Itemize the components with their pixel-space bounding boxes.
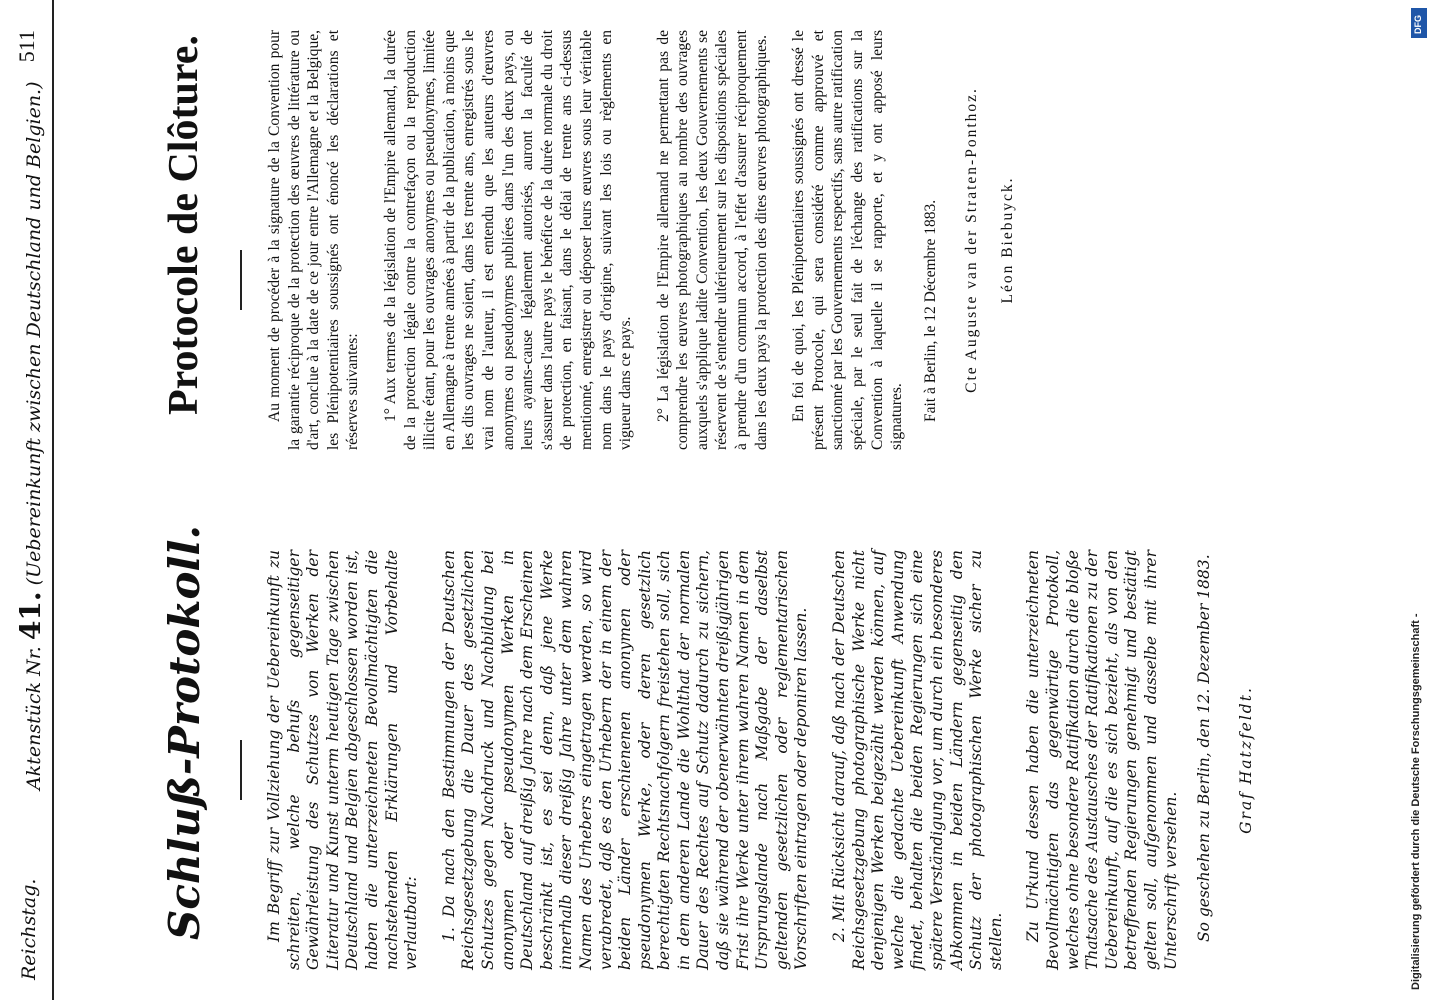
french-paragraph-intro: Au moment de procéder à la signature de la Convention pour la garantie réciproque de la protection des œuvres de littérature ou d'art, conclue à la date de ce jour entre l'Allemagne et la Belgique, les Plénipotentiaires soussignés ont énoncé les déclarations et réserves suivantes: — [266, 30, 362, 450]
german-place-date: So geschehen zu Berlin, den 12. Dezember 1883. — [1195, 554, 1214, 942]
german-paragraph-closing: Zu Urkund dessen haben die unterzeichneten Bevollmächtigten das gegenwärtige Protokoll, welches ohne besondere Ratifikation durch die bloße Thatsache des Austausches der Ratifikationen zu der Uebereinkunft, auf die es sich bezieht, als von den betreffenden Regierungen genehmigt und bestätigt gelten soll, aufgenommen und dasselbe mit ihrer Unterschrift versehen. — [1024, 550, 1180, 970]
german-heading-rule — [240, 740, 242, 800]
french-paragraph-2: 2° La législation de l'Empire allemand ne permettant pas de comprendre les œuvres photographiques au nombre des ouvrages auxquels s'applique ladite Convention, les deux Gouvernements se réservent de s'entendre ultérieurement sur les dispositions spéciales à prendre d'un commun accord, à l'effet d'assurer réciproquement dans les deux pays la protection des dites œuvres photographiques. — [654, 30, 770, 450]
header-title-number: 41. — [14, 591, 47, 641]
french-heading-rule — [240, 250, 242, 310]
page-header — [0, 0, 70, 1000]
dfg-logo-badge — [1411, 8, 1427, 38]
german-paragraph-1: 1. Da nach den Bestimmungen der Deutschen Reichsgesetzgebung die Dauer des gesetzlichen Schutzes gegen Nachdruck und Nachbildung bei anonymen oder pseudonymen Werken in Deutschland auf dreißig Jahre nach dem Erscheinen beschränkt ist, es sei denn, daß jene Werke innerhalb dieser dreißig Jahre unter dem wahren Namen des Urhebers eingetragen werden, so wird verabredet, daß es den Urhebern der in einem der beiden Länder erschienenen anonymen oder pseudonymen Werke, oder deren gesetzlich berechtigten Rechtsnachfolgern freistehen soll, sich in dem anderen Lande die Wohlthat der normalen Dauer des Rechtes auf Schutz dadurch zu sichern, daß sie während der obenerwähnten dreißigjährigen Frist ihre Werke unter ihrem wahren Namen in dem Ursprungslande nach Maßgabe der daselbst geltenden gesetzlichen oder reglementarischen Vorschriften eintragen oder deponiren lassen. — [439, 550, 811, 970]
german-paragraph-2: 2. Mit Rücksicht darauf, daß nach der Deutschen Reichsgesetzgebung photographische Werke nicht denjenigen Werken beigezählt werden können, auf welche die gedachte Uebereinkunft Anwendung findet, behalten die beiden Regierungen sich eine spätere Verständigung vor, um durch ein besonderes Abkommen in beiden Ländern gegenseitig den Schutz der photographischen Werke sicher zu stellen. — [830, 550, 1005, 970]
header-title-suffix: (Uebereinkunft zwischen Deutschland und Belgien.) — [23, 81, 45, 586]
french-paragraph-closing: En foi de quoi, les Plénipotentiaires soussignés ont dressé le présent Protocole, qui sera considéré comme approuvé et sanctionné par les Gouvernements respectifs, sans autre ratification spéciale, par le seul fait de l'échange des ratifications sur la Convention à laquelle il se rapporte, et y ont apposé leurs signatures. — [790, 30, 906, 450]
french-place-date: Fait à Berlin, le 12 Décembre 1883. — [921, 199, 939, 422]
german-column — [265, 550, 1305, 970]
header-title — [14, 81, 47, 790]
french-column — [265, 30, 1305, 450]
german-paragraph-intro: Im Begriff zur Vollziehung der Uebereinkunft zu schreiten, welche behufs gegenseitiger Gewährleistung des Schutzes von Werken der Literatur und Kunst unterm heutigen Tage zwischen Deutschland und Belgien abgeschlossen worden ist, haben die unterzeichneten Bevollmächtigten die nachstehenden Erklärungen und Vorbehalte verlautbart: — [265, 550, 421, 970]
german-heading: Schluß-Protokoll. — [160, 524, 209, 940]
header-rule — [52, 0, 54, 1000]
french-signature-1: Cte Auguste van der Straten-Ponthoz. — [963, 87, 981, 393]
page-number: 511 — [14, 30, 39, 63]
header-title-prefix: Aktenstück Nr. — [23, 646, 45, 790]
dfg-badge-label: DFG — [1413, 15, 1423, 34]
digitization-sidebar — [1408, 0, 1432, 1000]
french-heading: Protocole de Clôture. — [161, 35, 207, 415]
german-signature: Graf Hatzfeldt. — [1236, 686, 1255, 834]
header-reichstag: Reichstag. — [18, 878, 40, 980]
digitization-credit: Digitalisierung gefördert durch die Deutsche Forschungsgemeinschaft - — [1410, 613, 1422, 990]
french-paragraph-1: 1° Aux termes de la législation de l'Empire allemand, la durée de la protection légale contre la contrefaçon ou la reproduction illicite étant, pour les ouvrages anonymes ou pseudonymes, limitée en Allemagne à trente années à partir de la publication, à moins que les dits ouvrages ne soient, dans les trente ans, enregistrés sous le vrai nom de l'auteur, il est entendu que les auteurs d'œuvres anonymes ou pseudonymes publiées dans l'un des deux pays, ou leurs ayants-cause légalement autorisés, auront la faculté de s'assurer dans l'autre pays le bénéfice de la durée normale du droit de protection, en faisant, dans le délai de trente ans ci-dessus mentionné, enregistrer ou déposer leurs œuvres sous leur véritable nom dans le pays d'origine, suivant les lois ou règlements en vigueur dans ce pays. — [381, 30, 635, 450]
french-signature-2: Léon Biebuyck. — [998, 176, 1016, 304]
